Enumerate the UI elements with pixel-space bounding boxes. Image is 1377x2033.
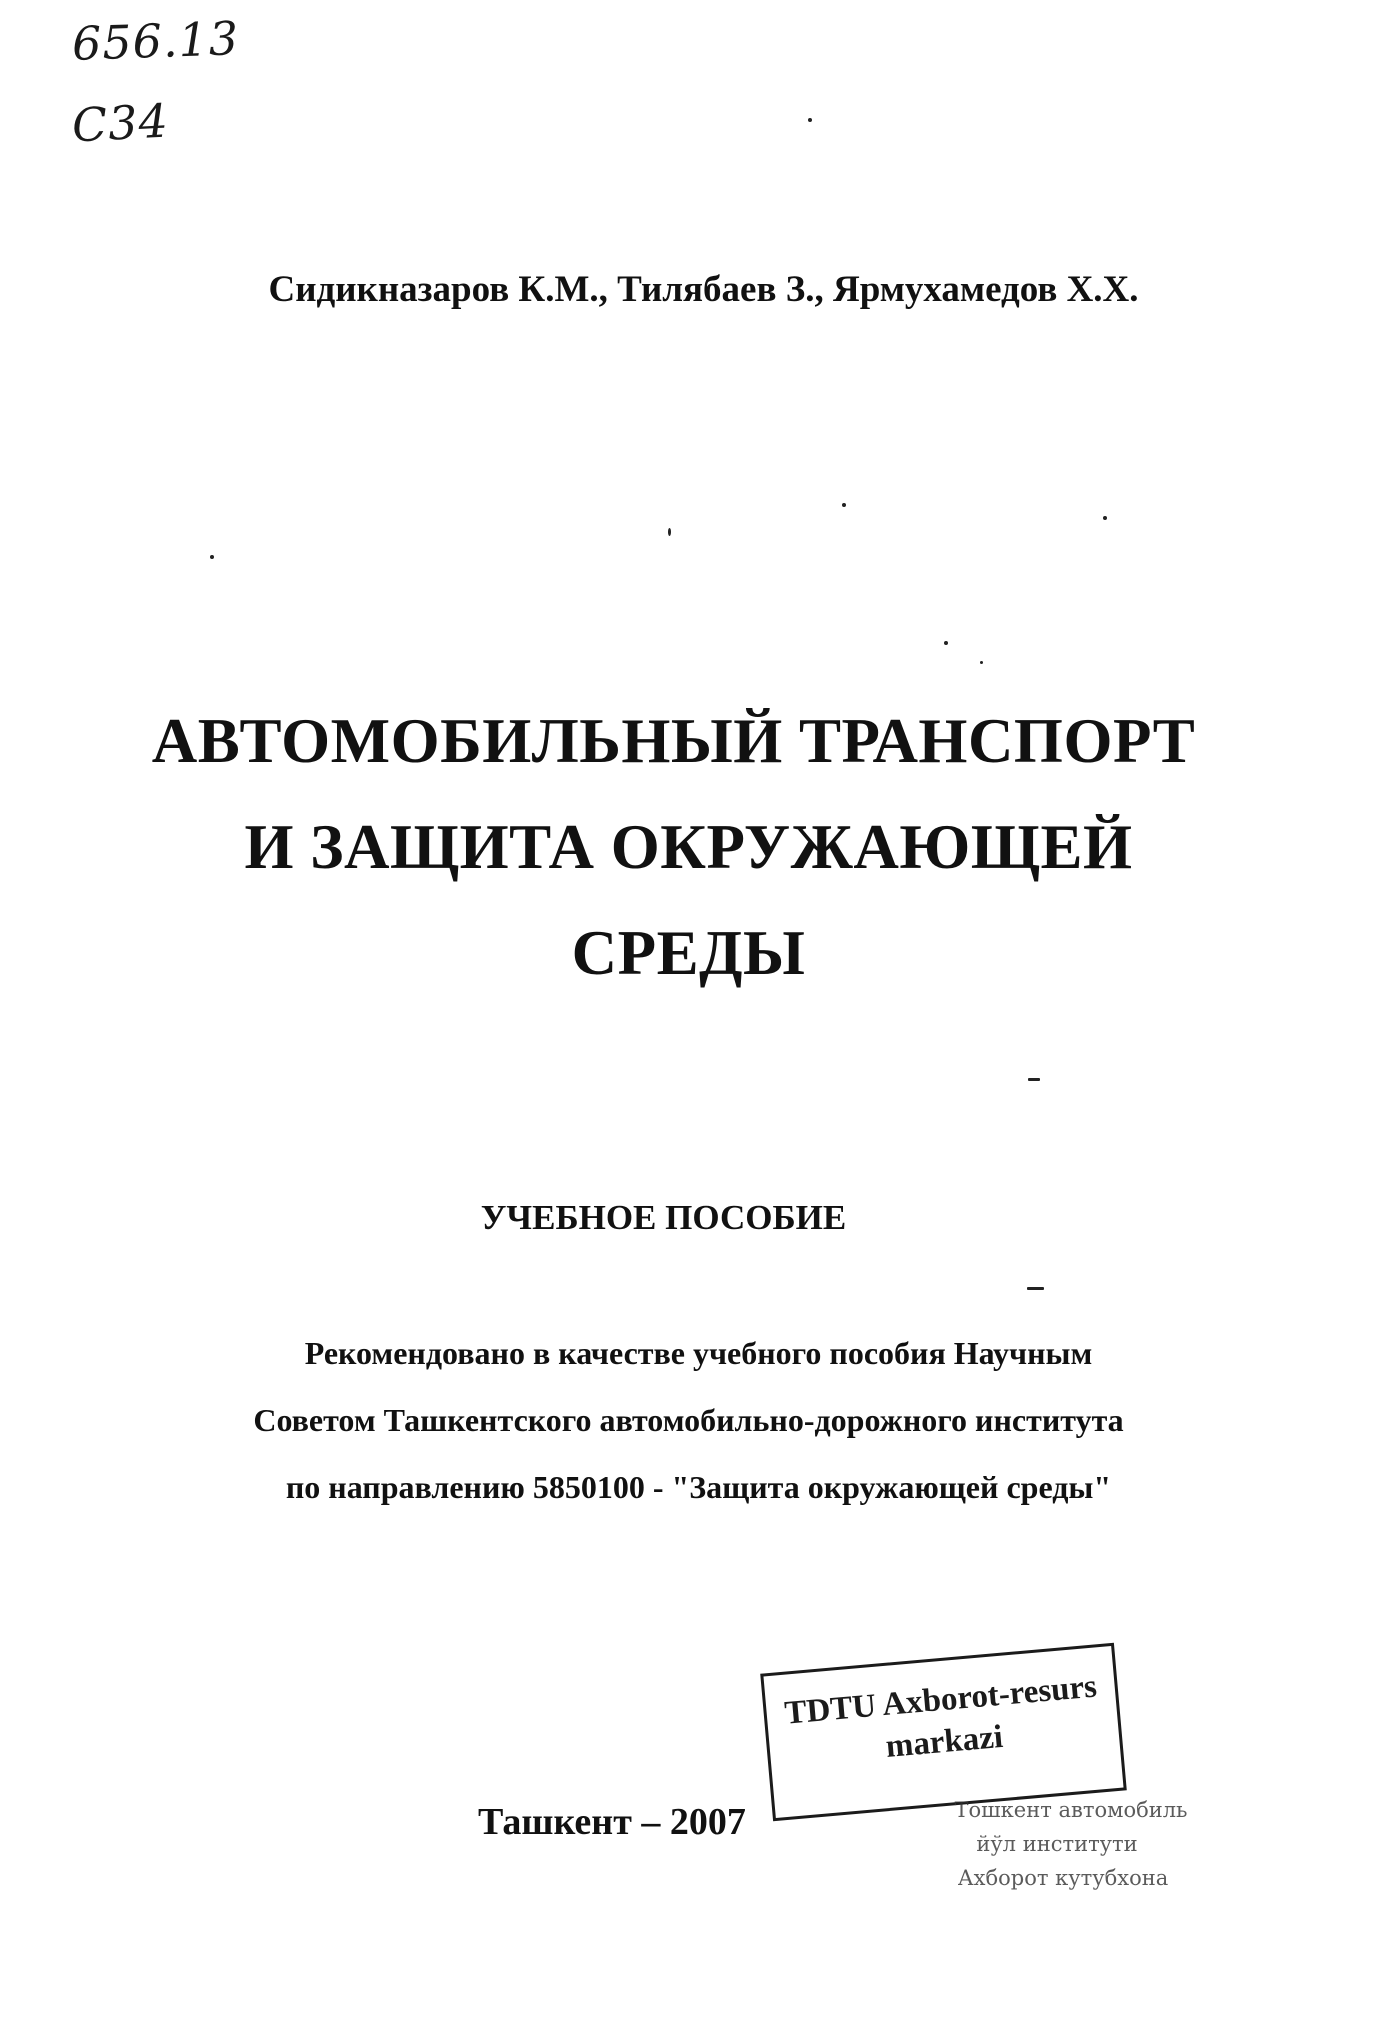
scan-speck [842, 503, 846, 507]
handwritten-classification: 656.13 [71, 11, 240, 71]
scan-speck [980, 661, 983, 664]
scan-speck [210, 555, 214, 559]
scan-speck [1028, 1078, 1040, 1081]
scan-speck [1027, 1287, 1044, 1290]
document-type: УЧЕБНОЕ ПОСОБИЕ [480, 1198, 847, 1237]
seal-line: Тошкент автомобиль [954, 1798, 1188, 1822]
authors: Сидикназаров К.М., Тилябаев З., Ярмухамедов Х.Х. [268, 269, 1139, 310]
scan-speck [944, 641, 948, 645]
seal-line: йўл институти [976, 1832, 1138, 1856]
title-line: АВТОМОБИЛЬНЫЙ ТРАНСПОРТ [151, 706, 1196, 776]
title-line: СРЕДЫ [571, 918, 806, 988]
imprint: Ташкент – 2007 [478, 1801, 746, 1843]
scan-speck [1103, 516, 1107, 520]
handwritten-author-mark: С34 [70, 93, 171, 153]
recommendation-line: Рекомендовано в качестве учебного пособия Научным [304, 1335, 1093, 1371]
recommendation-line: Советом Ташкентского автомобильно-дорожного института [253, 1402, 1124, 1438]
recommendation [0, 1320, 1377, 1521]
library-seal [912, 1793, 1202, 1895]
title-line: И ЗАЩИТА ОКРУЖАЮЩЕЙ [244, 812, 1133, 882]
stamp-line: markazi [884, 1718, 1005, 1766]
seal-line: Ахборот кутубхона [957, 1866, 1169, 1890]
stamp-line: TDTU Axborot-resurs [783, 1668, 1099, 1732]
scan-speck [668, 528, 671, 536]
scan-speck [808, 118, 812, 122]
recommendation-line: по направлению 5850100 - "Защита окружающей среды" [285, 1469, 1112, 1505]
book-title [0, 688, 1377, 1006]
